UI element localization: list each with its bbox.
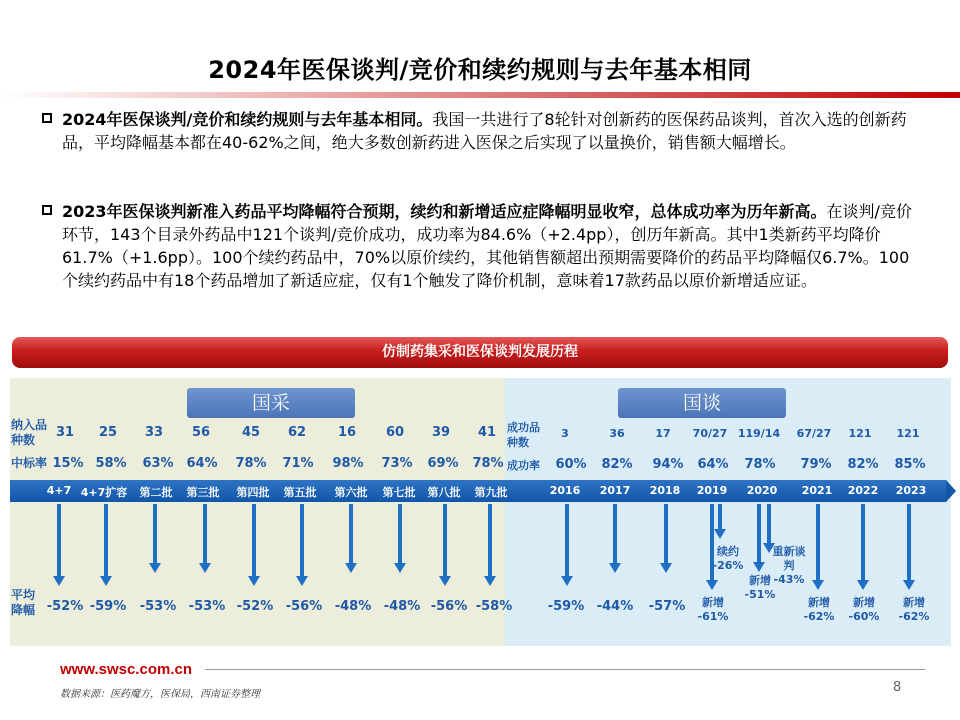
bullet-square-icon — [42, 113, 52, 123]
left-cut: -56% — [285, 599, 323, 614]
paragraph-1-body: 我国一共进行了8轮针对创新药的医保药品谈判，首次入选的创新药品，平均降幅基本都在40-62%之间，绝大多数创新药进入医保之后实现了以量换价，销售额大幅增长。 — [62, 110, 907, 152]
left-count-label: 纳入品种数 — [11, 418, 48, 447]
left-cut: -52% — [236, 599, 274, 614]
right-count: 121 — [896, 427, 920, 440]
down-arrow-icon — [300, 504, 304, 577]
left-rate: 78% — [472, 456, 504, 471]
right-count: 3 — [561, 427, 569, 440]
right-rate: 82% — [601, 457, 633, 472]
right-cut: -44% — [596, 599, 634, 614]
left-rate: 64% — [186, 456, 218, 471]
down-arrow-icon — [613, 504, 617, 564]
left-count: 45 — [241, 425, 261, 440]
title-area — [0, 0, 960, 98]
down-arrow-icon — [252, 504, 256, 577]
left-rate: 71% — [282, 456, 314, 471]
timeline-label: 第四批 — [236, 486, 270, 499]
renew-note-label: 续约 — [717, 545, 739, 558]
right-count: 17 — [655, 427, 671, 440]
left-count: 39 — [431, 425, 451, 440]
left-count: 56 — [191, 425, 211, 440]
timeline-label: 第九批 — [474, 486, 508, 499]
new-note-cut: -62% — [803, 610, 835, 623]
timeline-label: 2023 — [895, 484, 927, 497]
down-arrow-icon — [153, 504, 157, 564]
right-rate: 85% — [894, 457, 926, 472]
left-cut: -53% — [188, 599, 226, 614]
page-number: 8 — [893, 680, 902, 695]
new-note-2023 — [891, 596, 937, 624]
right-count: 121 — [848, 427, 872, 440]
left-cut: -59% — [89, 599, 127, 614]
new-note-label: 新增 — [808, 596, 830, 609]
left-count: 33 — [144, 425, 164, 440]
right-count-label: 成功品种数 — [507, 421, 540, 449]
paragraph-2 — [62, 200, 912, 292]
timeline-label: 2017 — [599, 484, 631, 497]
timeline-label: 2021 — [801, 484, 833, 497]
down-arrow-icon — [718, 504, 722, 530]
right-cut: -59% — [547, 599, 585, 614]
right-rate: 94% — [652, 457, 684, 472]
renego-note — [771, 545, 807, 587]
chart-banner: 仿制药集采和医保谈判发展历程 — [12, 337, 948, 368]
timeline-label: 第八批 — [427, 486, 461, 499]
left-rate: 63% — [142, 456, 174, 471]
bullet-square-icon — [42, 205, 52, 215]
new-note-cut: -60% — [848, 610, 880, 623]
timeline-label: 2022 — [847, 484, 879, 497]
right-rate: 79% — [800, 457, 832, 472]
down-arrow-icon — [664, 504, 668, 564]
renew-note-cut: -26% — [712, 559, 744, 572]
footer-url: www.swsc.com.cn — [60, 661, 192, 678]
down-arrow-icon — [565, 504, 569, 577]
right-cut: -57% — [648, 599, 686, 614]
down-arrow-icon — [57, 504, 61, 577]
down-arrow-icon — [767, 504, 771, 544]
down-arrow-icon — [757, 504, 761, 563]
left-count: 41 — [477, 425, 497, 440]
left-cut: -53% — [139, 599, 177, 614]
down-arrow-icon — [203, 504, 207, 564]
down-arrow-icon — [104, 504, 108, 577]
paragraph-1 — [62, 108, 912, 154]
left-cut-label: 平均降幅 — [11, 588, 36, 617]
footer-source: 数据来源：医药魔方，医保局，西南证券整理 — [60, 689, 260, 700]
down-arrow-icon — [398, 504, 402, 564]
timeline-label: 2019 — [696, 484, 728, 497]
left-rate: 58% — [95, 456, 127, 471]
new-note-2021 — [796, 596, 842, 624]
timeline-label: 4+7扩容 — [80, 486, 128, 499]
timeline-label: 第五批 — [283, 486, 317, 499]
paragraph-2-lead: 2023年医保谈判新准入药品平均降幅符合预期，续约和新增适应症降幅明显收窄，总体成功率为历年新高。 — [62, 202, 827, 221]
new-note-2022 — [841, 596, 887, 624]
right-rate: 60% — [555, 457, 587, 472]
right-rate: 64% — [697, 457, 729, 472]
left-cut: -48% — [383, 599, 421, 614]
left-cut: -58% — [475, 599, 513, 614]
left-count: 16 — [337, 425, 357, 440]
footer-divider — [205, 669, 925, 670]
new-note-cut: -62% — [898, 610, 930, 623]
down-arrow-icon — [861, 504, 865, 581]
timeline-label: 2020 — [746, 484, 778, 497]
left-count: 25 — [98, 425, 118, 440]
down-arrow-icon — [488, 504, 492, 577]
left-rate: 15% — [52, 456, 84, 471]
left-count: 62 — [287, 425, 307, 440]
right-count: 70/27 — [692, 427, 728, 440]
renego-note-label: 重新谈判 — [772, 545, 806, 572]
left-cut: -52% — [46, 599, 84, 614]
right-count: 119/14 — [737, 427, 781, 440]
new-note-label: 新增 — [749, 574, 771, 587]
down-arrow-icon — [907, 504, 911, 581]
left-count: 31 — [55, 425, 75, 440]
new-note-2019 — [690, 596, 736, 624]
left-cut: -48% — [334, 599, 372, 614]
right-count: 67/27 — [796, 427, 832, 440]
new-note-label: 新增 — [903, 596, 925, 609]
paragraph-1-lead: 2024年医保谈判/竞价和续约规则与去年基本相同。 — [62, 110, 433, 129]
left-cut: -56% — [430, 599, 468, 614]
right-rate: 78% — [744, 457, 776, 472]
timeline-label: 第六批 — [334, 486, 368, 499]
down-arrow-icon — [349, 504, 353, 564]
timeline-label: 第七批 — [382, 486, 416, 499]
down-arrow-icon — [443, 504, 447, 577]
left-rate: 69% — [427, 456, 459, 471]
left-count: 60 — [385, 425, 405, 440]
new-note-label: 新增 — [853, 596, 875, 609]
new-note-cut: -61% — [697, 610, 729, 623]
timeline-label: 第三批 — [186, 486, 220, 499]
left-rate-label: 中标率 — [11, 456, 48, 470]
timeline-label: 第二批 — [139, 486, 173, 499]
title-underline — [0, 92, 960, 98]
new-note-label: 新增 — [702, 596, 724, 609]
section-label-guocai: 国采 — [187, 388, 355, 418]
new-note-cut: -51% — [744, 588, 776, 601]
left-rate: 78% — [235, 456, 267, 471]
page-title: 2024年医保谈判/竞价和续约规则与去年基本相同 — [208, 56, 752, 84]
renego-note-cut: -43% — [773, 573, 805, 586]
right-rate: 82% — [847, 457, 879, 472]
timeline-arrowhead-icon — [946, 480, 956, 502]
timeline-label: 2018 — [649, 484, 681, 497]
right-count: 36 — [609, 427, 625, 440]
renew-note — [705, 545, 751, 573]
timeline-label: 4+7 — [46, 484, 72, 497]
section-label-guotan: 国谈 — [618, 388, 786, 418]
right-rate-label: 成功率 — [507, 459, 540, 472]
down-arrow-icon — [816, 504, 820, 581]
left-rate: 98% — [332, 456, 364, 471]
left-rate: 73% — [381, 456, 413, 471]
paragraph-2-body: 在谈判/竞价环节，143个目录外药品中121个谈判/竞价成功，成功率为84.6%（+2.4pp），创历年新高。其中1类新药平均降价 61.7%（+1.6pp）。100个续约药品中，70%以原价续约，其他销售额超出预期需要降价的药品平均降幅仅6.7%。100个续约药品中有18个药品增加了新适应症，仅有1个触发了降价机制，意味着17款药品以原价新增适应证。 — [62, 202, 912, 290]
timeline-label: 2016 — [549, 484, 581, 497]
